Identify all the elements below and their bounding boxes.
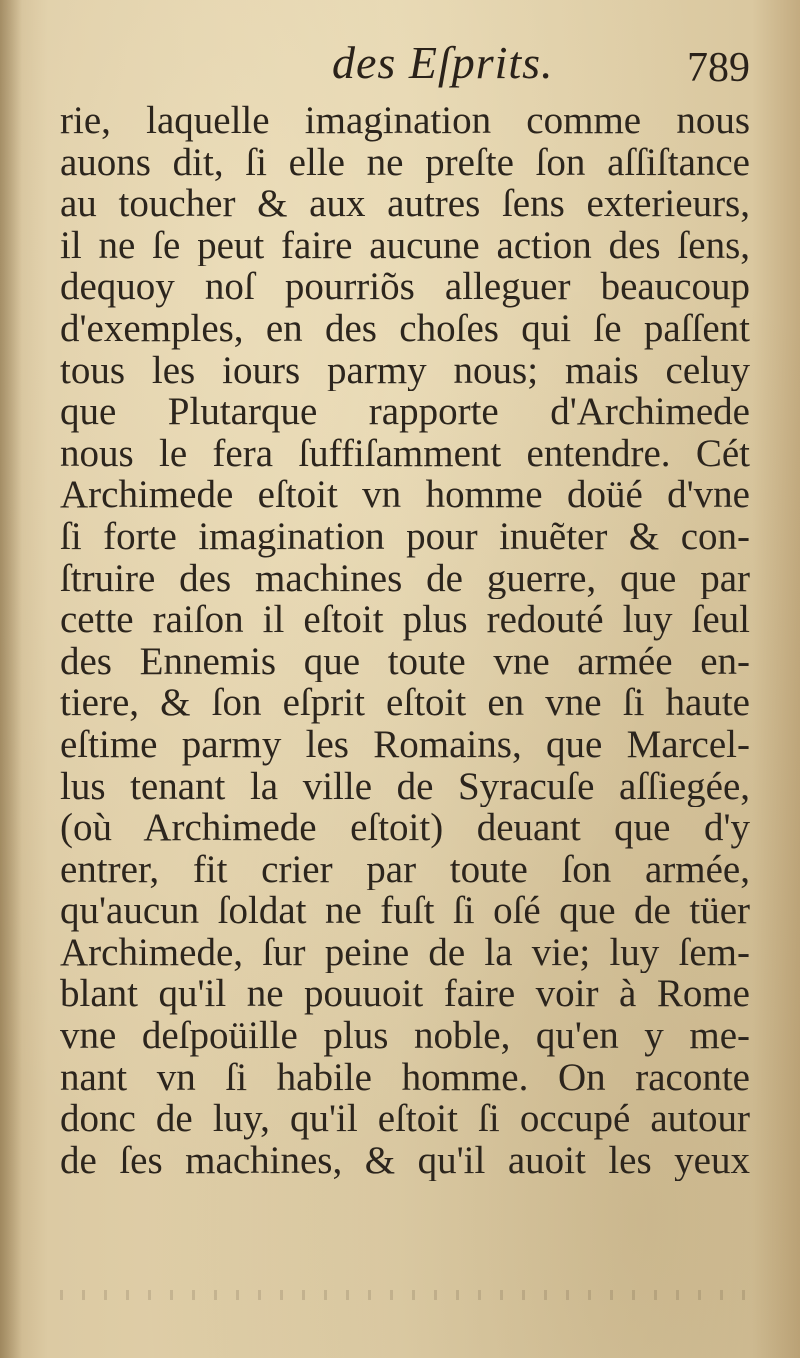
text-line: nant vn ſi habile homme. On raconte: [60, 1056, 750, 1099]
bleed-through-trace: [60, 1290, 750, 1300]
text-line: cette raiſon il eſtoit plus redouté luy ſeul: [60, 599, 750, 641]
text-line: donc de luy, qu'il eſtoit ſi occupé autour: [60, 1098, 750, 1140]
body-text: [60, 100, 750, 1181]
text-line: il ne ſe peut faire aucune action des ſens,: [60, 224, 750, 267]
text-line: tiere, & ſon eſprit eſtoit en vne ſi haute: [60, 682, 750, 724]
text-line: blant qu'il ne pouuoit faire voir à Rome: [60, 973, 750, 1016]
text-line: ſtruire des machines de guerre, que par: [60, 557, 750, 600]
page-number: 789: [687, 45, 750, 91]
text-line: ſi forte imagination pour inuẽter & con-: [60, 515, 750, 558]
text-line: tous les iours parmy nous; mais celuy: [60, 349, 750, 392]
text-line: au toucher & aux autres ſens exterieurs,: [60, 183, 750, 225]
text-line: d'exemples, en des choſes qui ſe paſſent: [60, 307, 750, 350]
text-line: lus tenant la ville de Syracuſe aſſiegée,: [60, 765, 750, 808]
text-line: nous le fera ſuffiſamment entendre. Cét: [60, 432, 750, 475]
text-line: de ſes machines, & qu'il auoit les yeux: [60, 1139, 750, 1182]
text-line: entrer, fit crier par toute ſon armée,: [60, 848, 750, 891]
text-line: Archimede, ſur peine de la vie; luy ſem-: [60, 931, 750, 974]
text-line: des Ennemis que toute vne armée en-: [60, 640, 750, 683]
text-line: (où Archimede eſtoit) deuant que d'y: [60, 807, 750, 849]
binding-shadow: [0, 0, 22, 1358]
text-line: que Plutarque rapporte d'Archimede: [60, 391, 750, 433]
text-line: Archimede eſtoit vn homme doüé d'vne: [60, 474, 750, 516]
running-title: des Eſprits.: [332, 37, 554, 88]
text-line: qu'aucun ſoldat ne fuſt ſi oſé que de tüer: [60, 890, 750, 932]
text-line: eſtime parmy les Romains, que Marcel-: [60, 723, 750, 766]
text-line: vne deſpoüille plus noble, qu'en y me-: [60, 1015, 750, 1057]
page-header: [60, 36, 750, 96]
text-line: auons dit, ſi elle ne preſte ſon aſſiſtance: [60, 141, 750, 184]
text-line: rie, laquelle imagination comme nous: [60, 100, 750, 142]
text-line: dequoy noſ pourriõs alleguer beaucoup: [60, 266, 750, 308]
